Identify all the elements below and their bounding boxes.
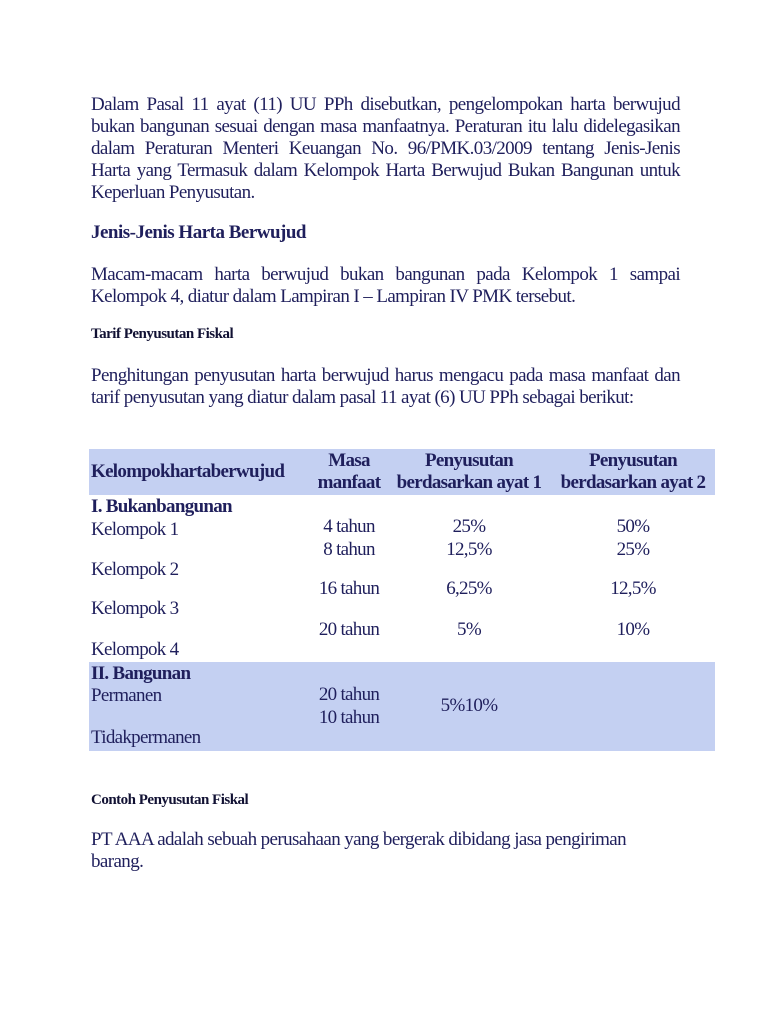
cell-k1-ayat1: 25%: [452, 516, 486, 537]
row-label-tidak-permanen: Tidakpermanen: [91, 727, 201, 748]
section-body-tarif: Penghitungan penyusutan harta berwujud harus mengacu pada masa manfaat dan tarif penyusutan yang diatur dalam pasal 11 ayat (6) UU PPh sebagai berikut:: [91, 365, 680, 408]
header-ayat1-line1: Penyusutan: [424, 450, 514, 471]
row-label-kelompok-3: Kelompok 3: [91, 598, 179, 619]
row-label-kelompok-4: Kelompok 4: [91, 639, 179, 660]
group-title-bukan-bangunan: I. Bukanbangunan: [91, 496, 232, 517]
header-ayat2-line2: berdasarkan ayat 2: [560, 472, 706, 493]
cell-k3-masa: 16 tahun: [318, 578, 380, 599]
intro-paragraph: Dalam Pasal 11 ayat (11) UU PPh disebutkan, pengelompokan harta berwujud bukan bangunan sesuai dengan masa manfaatnya. Peraturan itu lalu didelegasikan dalam Peraturan Menteri Keuangan No. 96/PMK.03/2009 tentang Jenis-Jenis Harta yang Termasuk dalam Kelompok Harta Berwujud Bukan Bangunan untuk Keperluan Penyusutan.: [91, 94, 680, 203]
cell-k3-ayat1: 6,25%: [446, 578, 492, 599]
header-ayat2-line1: Penyusutan: [588, 450, 678, 471]
section-heading-tarif: Tarif Penyusutan Fiskal: [91, 326, 234, 342]
cell-k1-masa: 4 tahun: [323, 516, 375, 537]
header-kelompok: Kelompokhartaberwujud: [91, 461, 285, 482]
cell-k2-ayat1: 12,5%: [446, 539, 492, 560]
header-masa-line1: Masa: [328, 450, 370, 471]
header-masa-line2: manfaat: [317, 472, 381, 493]
section-body-contoh: PT AAA adalah sebuah perusahaan yang bergerak dibidang jasa pengiriman barang.: [91, 829, 627, 872]
cell-bangunan-masa-2: 10 tahun: [318, 707, 380, 728]
cell-k4-masa: 20 tahun: [318, 619, 380, 640]
group-title-bangunan: II. Bangunan: [91, 663, 191, 684]
row-label-permanen: Permanen: [91, 685, 162, 706]
row-label-kelompok-1: Kelompok 1: [91, 519, 179, 540]
cell-k2-masa: 8 tahun: [323, 539, 375, 560]
cell-k4-ayat1: 5%: [457, 619, 481, 640]
section-heading-contoh: Contoh Penyusutan Fiskal: [91, 792, 249, 808]
cell-bangunan-masa-1: 20 tahun: [318, 684, 380, 705]
row-label-kelompok-2: Kelompok 2: [91, 559, 179, 580]
cell-k3-ayat2: 12,5%: [610, 578, 656, 599]
cell-k2-ayat2: 25%: [616, 539, 650, 560]
cell-bangunan-tarif: 5%10%: [440, 695, 498, 716]
cell-k4-ayat2: 10%: [616, 619, 650, 640]
header-ayat1-line2: berdasarkan ayat 1: [396, 472, 542, 493]
section-heading-jenis-harta: Jenis-Jenis Harta Berwujud: [91, 222, 306, 243]
cell-k1-ayat2: 50%: [616, 516, 650, 537]
section-body-jenis-harta: Macam-macam harta berwujud bukan bangunan pada Kelompok 1 sampai Kelompok 4, diatur dalam Lampiran I – Lampiran IV PMK tersebut.: [91, 264, 680, 307]
